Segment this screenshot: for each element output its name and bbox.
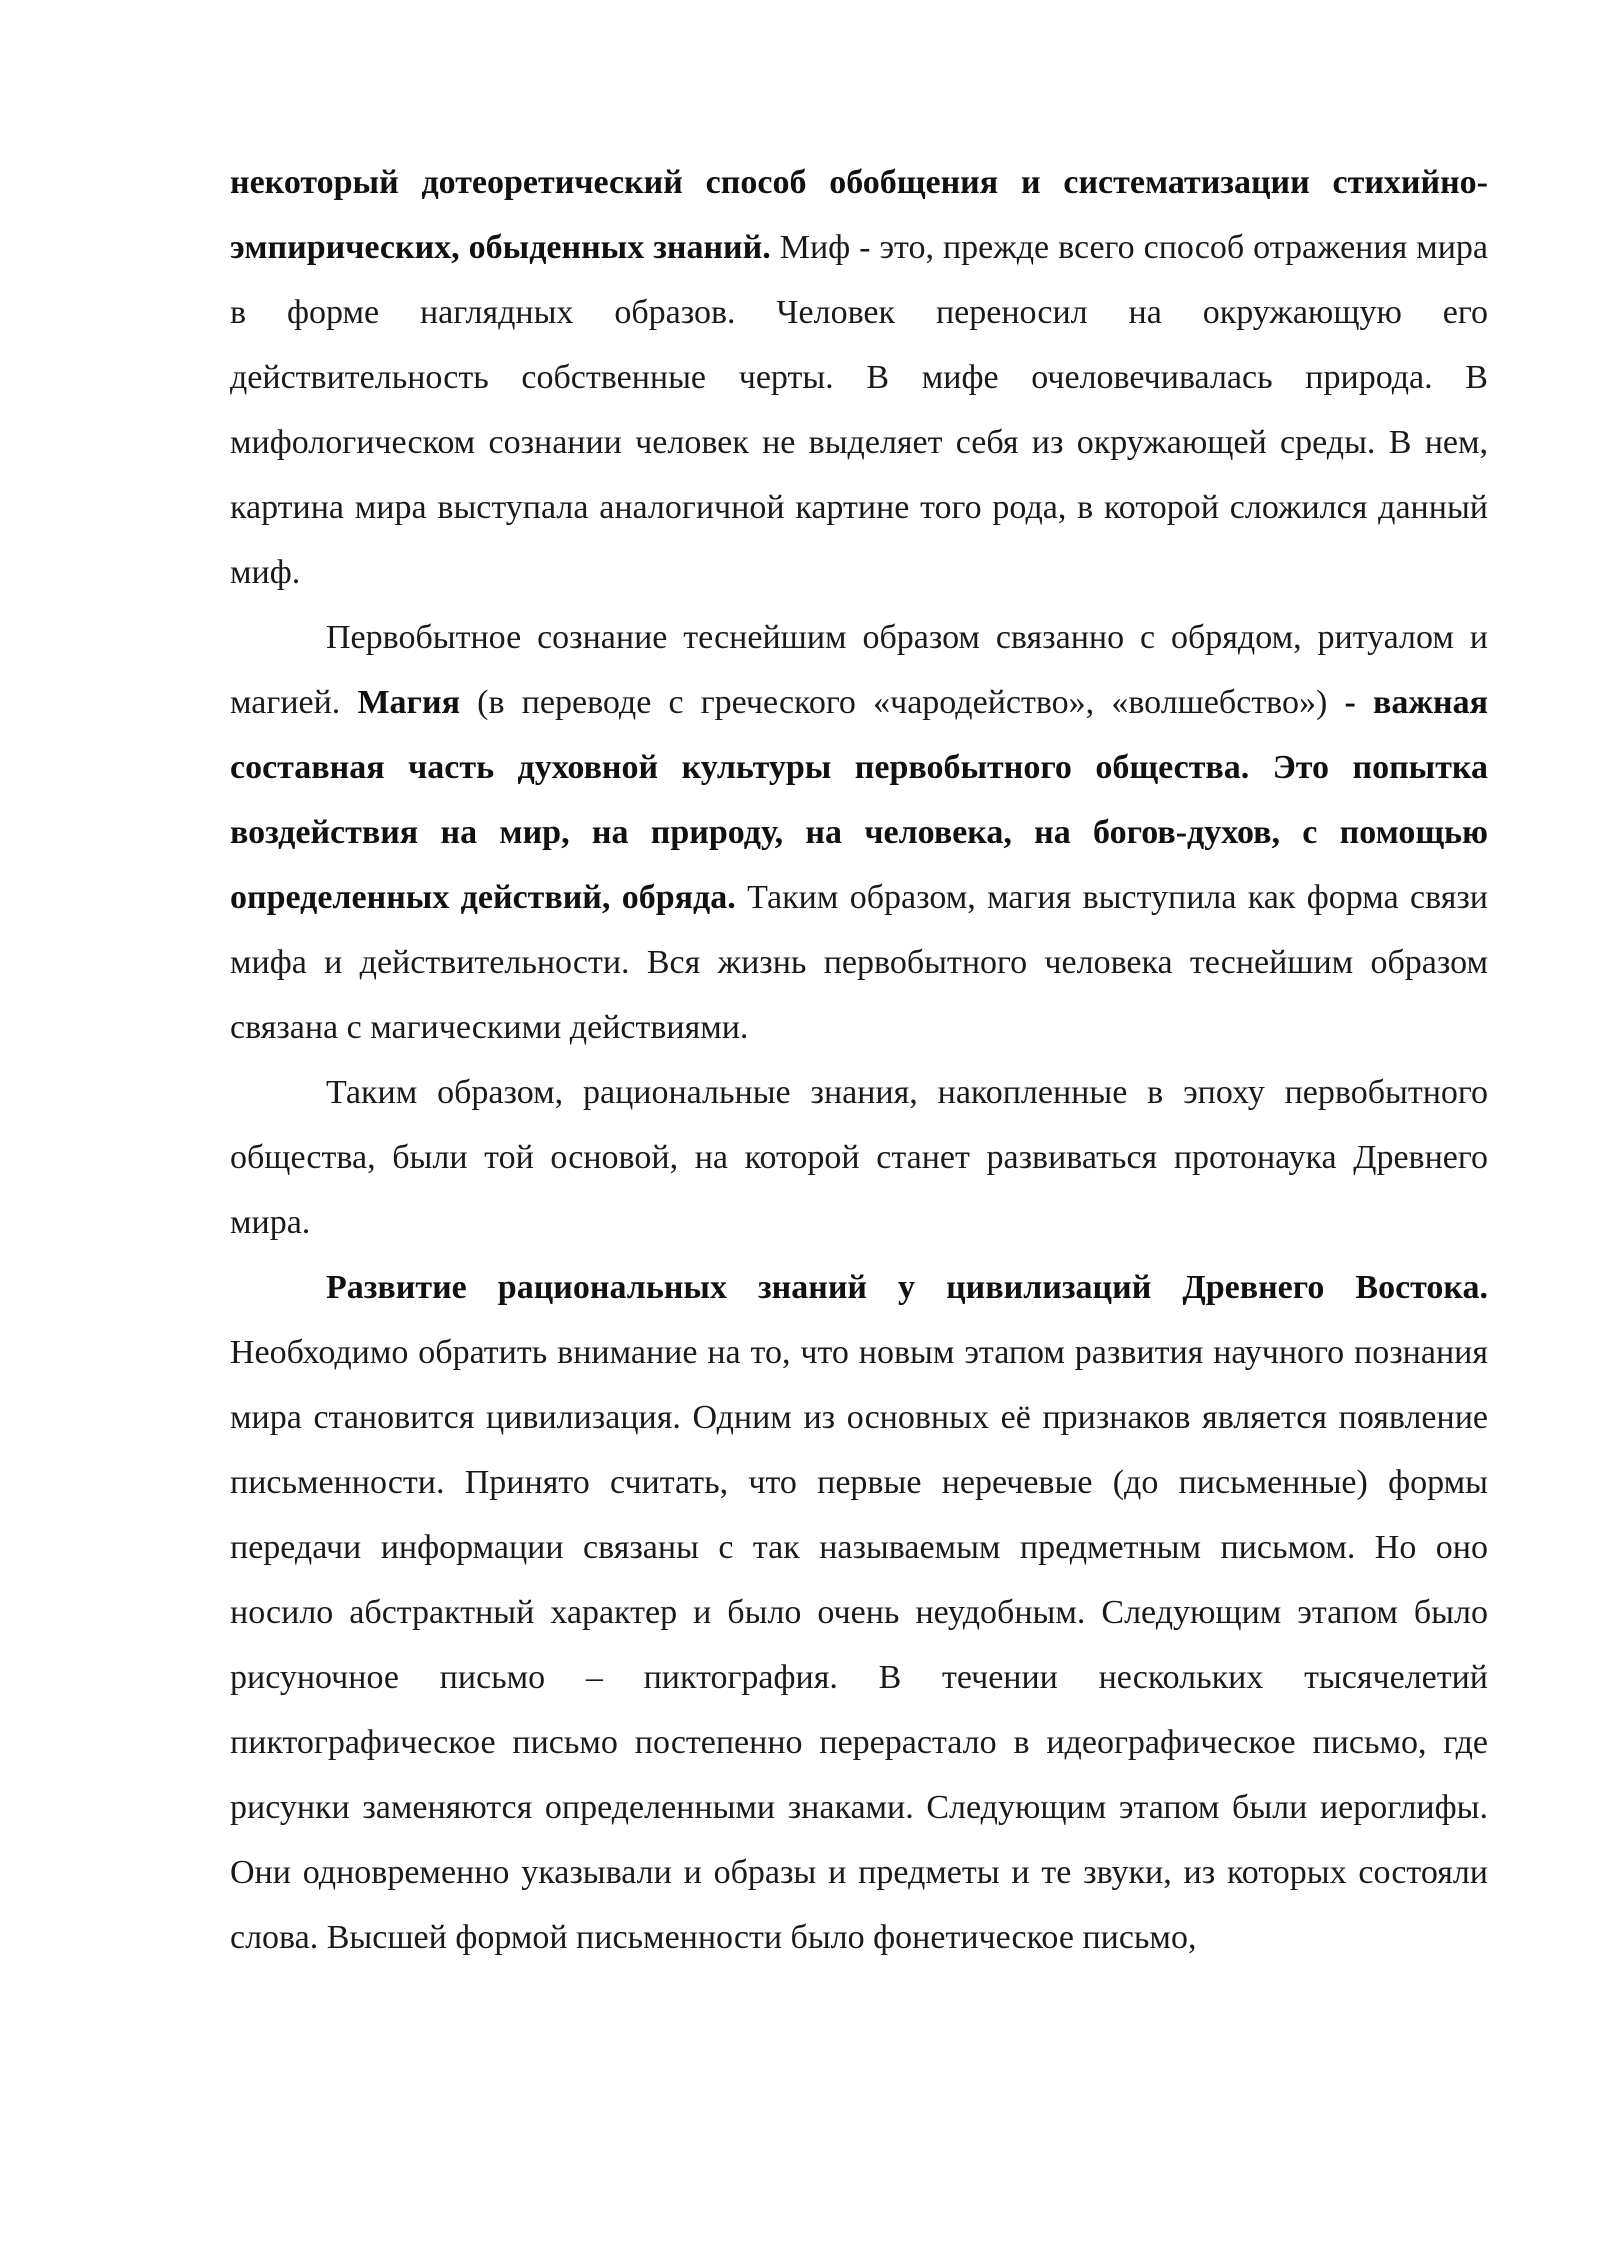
text-run: Миф - это, прежде всего способ отражения мира в форме наглядных образов. Человек переносил на окружающую его действительность собственные черты. В мифе очеловечивалась природа. В мифологическом сознании человек не выделяет себя из окружающей среды. В нем, картина мира выступала аналогичной картине того рода, в которой сложился данный миф. [230,229,1488,591]
section-heading-run: Развитие рациональных знаний у цивилизаций Древнего Востока. [326,1269,1488,1306]
text-run: (в переводе с греческого «чародейство», «волшебство») [459,684,1345,721]
text-run: Первобытное сознание теснейшим образом связанно с обрядом, ритуалом и магией. [230,619,1488,721]
bold-run: - важная составная часть духовной культуры первобытного общества. Это попытка воздействия на мир, на природу, на человека, на богов-духов, с помощью определенных действий, обряда. [230,684,1488,916]
paragraph-myth-definition [230,150,1488,605]
bold-run: некоторый дотеоретический способ обобщения и систематизации стихийно-эмпирических, обыденных знаний. [230,164,1488,266]
paragraph-ancient-east [230,1255,1488,1970]
paragraph-rational-knowledge [230,1060,1488,1255]
text-run: Таким образом, рациональные знания, накопленные в эпоху первобытного общества, были той основой, на которой станет развиваться протонаука Древнего мира. [230,1074,1488,1241]
bold-run: Магия [357,684,460,721]
text-run: Необходимо обратить внимание на то, что новым этапом развития научного познания мира становится цивилизация. Одним из основных её признаков является появление письменности. Принято считать, что первые неречевые (до письменные) формы передачи информации связаны с так называемым предметным письмом. Но оно носило абстрактный характер и было очень неудобным. Следующим этапом было рисуночное письмо – пиктография. В течении нескольких тысячелетий пиктографическое письмо постепенно перерастало в идеографическое письмо, где рисунки заменяются определенными знаками. Следующим этапом были иероглифы. Они одновременно указывали и образы и предметы и те звуки, из которых состояли слова. Высшей формой письменности было фонетическое письмо, [230,1334,1488,1956]
document-body [230,150,1488,1970]
paragraph-magic [230,605,1488,1060]
text-run: Таким образом, магия выступила как форма связи мифа и действительности. Вся жизнь первобытного человека теснейшим образом связана с магическими действиями. [230,879,1488,1046]
